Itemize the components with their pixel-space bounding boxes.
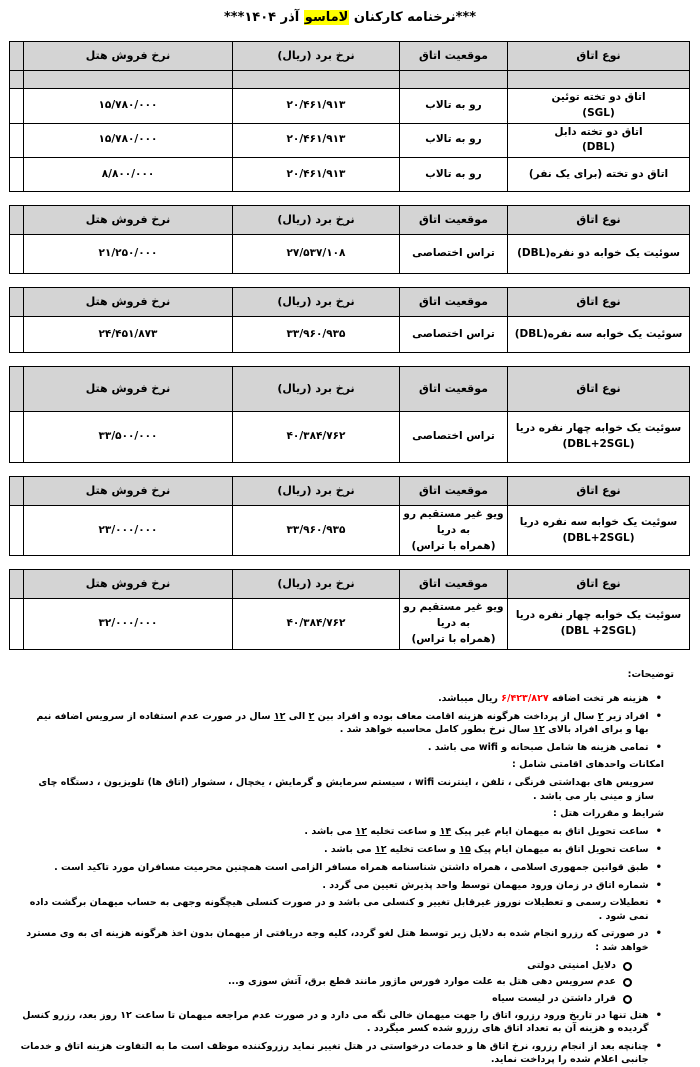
text-segment: ساعت تحویل اتاق به میهمان ایام غیر پیک bbox=[451, 826, 649, 838]
cell-line: سوئیت یک خوابه دو نفره(DBL) bbox=[517, 247, 680, 260]
column-header: نرخ برد (ریال) bbox=[233, 570, 400, 599]
board-rate-cell: ۳۳/۹۶۰/۹۳۵ bbox=[233, 317, 400, 353]
column-header: نوع اتاق bbox=[508, 570, 690, 599]
note-text bbox=[228, 975, 616, 988]
cell-line: سوئیت یک خوابه چهار نفره دریا bbox=[515, 422, 682, 435]
text-segment: ۱۲ bbox=[533, 723, 545, 735]
spacer-cell bbox=[24, 71, 233, 89]
note-item bbox=[20, 758, 664, 771]
narrow-header-cell bbox=[10, 570, 24, 599]
column-header: موقعیت اتاق bbox=[400, 206, 508, 235]
column-header: نرخ فروش هتل bbox=[24, 367, 233, 412]
cell-line: (DBL+2SGL) bbox=[562, 438, 635, 450]
bullet-icon: • bbox=[655, 692, 662, 704]
text-segment: آذر ۱۴۰۴*** bbox=[223, 10, 304, 25]
header-row bbox=[10, 477, 690, 506]
note-item bbox=[20, 825, 662, 838]
room-type-cell bbox=[508, 89, 690, 124]
column-header: موقعیت اتاق bbox=[400, 367, 508, 412]
room-location-cell bbox=[400, 317, 508, 353]
text-segment: ریال میباشد. bbox=[438, 692, 502, 704]
text-segment: سال از پرداخت هرگونه هزینه اقامت معاف بوده و افراد بین bbox=[314, 710, 598, 722]
column-header: نرخ برد (ریال) bbox=[233, 477, 400, 506]
text-segment: سال نرخ بطور کامل محاسبه خواهد شد . bbox=[339, 723, 534, 735]
note-item bbox=[20, 992, 632, 1005]
text-segment: شماره اتاق در زمان ورود میهمان توسط واحد پذیرش تعیین می گردد . bbox=[322, 879, 649, 891]
text-segment: تمامی هزینه ها شامل صبحانه و wifi می باشد . bbox=[427, 741, 649, 753]
bullet-icon: • bbox=[655, 1009, 662, 1021]
table-row bbox=[10, 599, 690, 649]
column-header: نرخ برد (ریال) bbox=[233, 206, 400, 235]
table-row bbox=[10, 317, 690, 353]
column-header: نوع اتاق bbox=[508, 42, 690, 71]
narrow-header-cell bbox=[10, 477, 24, 506]
board-rate-cell: ۲۰/۴۶۱/۹۱۳ bbox=[233, 158, 400, 192]
text-segment: ۲ bbox=[597, 710, 604, 722]
notes-section bbox=[20, 668, 680, 1067]
header-row bbox=[10, 367, 690, 412]
cell-line: اتاق دو تخته (برای یک نفر) bbox=[528, 167, 669, 180]
bullet-icon: • bbox=[655, 861, 662, 873]
note-text bbox=[20, 927, 649, 954]
cell-line: سوئیت یک خوابه سه نفره(DBL) bbox=[514, 327, 683, 340]
cell-line: تراس اختصاصی bbox=[412, 247, 495, 260]
hotel-rate-cell: ۱۵/۷۸۰/۰۰۰ bbox=[24, 89, 233, 124]
circle-bullet-icon bbox=[623, 962, 632, 971]
table-row bbox=[10, 123, 690, 158]
narrow-header-cell bbox=[10, 288, 24, 317]
note-text bbox=[20, 776, 654, 803]
text-segment: ۱۵ bbox=[459, 843, 471, 855]
cell-line: رو به تالاب bbox=[425, 98, 482, 111]
header-row bbox=[10, 42, 690, 71]
column-header: نرخ برد (ریال) bbox=[233, 288, 400, 317]
cell-line: (DBL +2SGL) bbox=[560, 624, 637, 637]
note-text bbox=[512, 758, 664, 771]
column-header: نرخ فروش هتل bbox=[24, 288, 233, 317]
note-item bbox=[20, 843, 662, 856]
column-header: نرخ فروش هتل bbox=[24, 42, 233, 71]
rate-table-4 bbox=[9, 366, 690, 463]
note-item bbox=[20, 741, 662, 754]
cell-line: رو به تالاب bbox=[425, 167, 482, 180]
note-item bbox=[20, 861, 662, 874]
column-header: موقعیت اتاق bbox=[400, 570, 508, 599]
room-type-cell bbox=[508, 412, 690, 463]
narrow-header-cell bbox=[10, 206, 24, 235]
rate-tables bbox=[10, 41, 690, 650]
cell-line: (DBL+2SGL) bbox=[562, 531, 635, 544]
text-segment: شرایط و مقررات هتل : bbox=[552, 808, 664, 820]
note-item bbox=[20, 807, 664, 820]
text-segment: ۱۲ bbox=[375, 843, 387, 855]
note-text bbox=[527, 959, 616, 972]
note-item bbox=[20, 959, 632, 972]
note-item bbox=[20, 927, 662, 954]
room-type-cell bbox=[508, 235, 690, 274]
cell-line: (همراه با تراس) bbox=[411, 539, 496, 552]
cell-line: رو به تالاب bbox=[425, 133, 482, 146]
note-text bbox=[324, 843, 649, 856]
notes-heading: توضیحات: bbox=[627, 668, 674, 680]
text-segment: عدم سرویس دهی هتل به علت موارد فورس ماژور مانند قطع برق، آتش سوزی و... bbox=[227, 976, 616, 988]
column-header: نرخ فروش هتل bbox=[24, 570, 233, 599]
spacer-cell bbox=[508, 71, 690, 89]
bullet-icon: • bbox=[655, 710, 662, 722]
board-rate-cell: ۲۰/۴۶۱/۹۱۳ bbox=[233, 89, 400, 124]
text-segment: قرار داشتن در لیست سیاه bbox=[492, 993, 616, 1005]
note-text bbox=[20, 896, 649, 923]
room-type-cell bbox=[508, 123, 690, 158]
board-rate-cell: ۳۳/۹۶۰/۹۳۵ bbox=[233, 506, 400, 556]
text-segment: طبق قوانین جمهوری اسلامی ، همراه داشتن شناسنامه همراه مسافر الزامی است همچنین محرمیت مسافران مورد تاکید است . bbox=[54, 861, 649, 873]
text-segment: ۱۴ bbox=[439, 826, 452, 838]
cell-line: اتاق دو تخته دابل bbox=[554, 125, 643, 138]
price-accent-text: ۶/۴۲۳/۸۲۷ bbox=[501, 692, 549, 704]
text-segment: امکانات واحدهای اقامتی شامل : bbox=[512, 759, 664, 771]
cell-line: (DBL) bbox=[581, 141, 616, 154]
cell-line: تراس اختصاصی bbox=[412, 327, 495, 340]
text-segment: ساعت تحویل اتاق به میهمان ایام پیک bbox=[470, 843, 649, 855]
rate-table-6 bbox=[9, 569, 690, 649]
spacer-cell bbox=[10, 71, 24, 89]
narrow-cell bbox=[10, 235, 24, 274]
text-segment: الی bbox=[285, 710, 309, 722]
narrow-cell bbox=[10, 599, 24, 649]
hotel-rate-cell: ۳۳/۵۰۰/۰۰۰ bbox=[24, 412, 233, 463]
column-header: نوع اتاق bbox=[508, 288, 690, 317]
bullet-icon: • bbox=[655, 741, 662, 753]
board-rate-cell: ۴۰/۳۸۴/۷۶۲ bbox=[233, 599, 400, 649]
note-item bbox=[20, 1009, 662, 1036]
narrow-header-cell bbox=[10, 42, 24, 71]
rate-table-3 bbox=[9, 287, 690, 353]
bullet-icon: • bbox=[655, 1041, 662, 1053]
header-row bbox=[10, 206, 690, 235]
room-location-cell bbox=[400, 506, 508, 556]
bullet-icon: • bbox=[655, 897, 662, 909]
text-segment: ۲ bbox=[308, 710, 315, 722]
note-text bbox=[438, 692, 649, 705]
highlighted-text: لاماسو bbox=[304, 10, 349, 25]
note-item bbox=[20, 776, 654, 803]
note-item bbox=[20, 710, 662, 737]
narrow-cell bbox=[10, 158, 24, 192]
note-text bbox=[428, 741, 649, 754]
board-rate-cell: ۲۰/۴۶۱/۹۱۳ bbox=[233, 123, 400, 158]
column-header: نوع اتاق bbox=[508, 206, 690, 235]
narrow-cell bbox=[10, 123, 24, 158]
circle-bullet-icon bbox=[623, 995, 632, 1004]
header-row bbox=[10, 288, 690, 317]
cell-line: تراس اختصاصی bbox=[412, 430, 495, 443]
text-segment: ***نرخنامه کارکنان bbox=[349, 10, 477, 25]
note-text bbox=[20, 1040, 649, 1067]
text-segment: دلایل امنیتی دولتی bbox=[527, 959, 616, 971]
room-location-cell bbox=[400, 235, 508, 274]
room-type-cell bbox=[508, 158, 690, 192]
hotel-rate-cell: ۲۳/۰۰۰/۰۰۰ bbox=[24, 506, 233, 556]
room-type-cell bbox=[508, 317, 690, 353]
note-text bbox=[20, 710, 649, 737]
narrow-cell bbox=[10, 506, 24, 556]
text-segment: تعطیلات رسمی و تعطیلات نوروز غیرقابل تغییر و کنسلی می باشد و در صورت کنسلی هیچگونه وجهی به حساب میهمان برگشت داده نمی شود . bbox=[29, 897, 649, 922]
hotel-rate-cell: ۸/۸۰۰/۰۰۰ bbox=[24, 158, 233, 192]
text-segment: هتل تنها در تاریخ ورود رزرو، اتاق را جهت میهمان خالی نگه می دارد و در صورت عدم مراجعه میهمان تا ساعت ۱۲ روز بعد، رزرو کنسل گردیده و هزینه آن به تعداد اتاق های رزرو شده کسر میگردد . bbox=[22, 1009, 649, 1035]
cell-line: ویو غیر مستقیم رو به دریا bbox=[403, 508, 504, 536]
cell-line: ویو غیر مستقیم رو به دریا bbox=[403, 601, 504, 629]
column-header: موقعیت اتاق bbox=[400, 477, 508, 506]
text-segment: و ساعت تخلیه bbox=[367, 826, 440, 838]
text-segment: و ساعت تخلیه bbox=[386, 843, 460, 855]
board-rate-cell: ۴۰/۳۸۴/۷۶۲ bbox=[233, 412, 400, 463]
spacer-cell bbox=[233, 71, 400, 89]
note-item bbox=[20, 975, 632, 988]
bullet-icon: • bbox=[655, 879, 662, 891]
hotel-rate-cell: ۲۱/۲۵۰/۰۰۰ bbox=[24, 235, 233, 274]
note-text bbox=[322, 879, 648, 892]
table-row bbox=[10, 506, 690, 556]
narrow-cell bbox=[10, 317, 24, 353]
table-row bbox=[10, 235, 690, 274]
note-item bbox=[20, 1040, 662, 1067]
column-header: نوع اتاق bbox=[508, 477, 690, 506]
narrow-cell bbox=[10, 412, 24, 463]
text-segment: ۱۲ bbox=[273, 710, 286, 722]
rate-table-5 bbox=[9, 476, 690, 556]
note-text bbox=[54, 861, 649, 874]
note-item bbox=[20, 879, 662, 892]
hotel-rate-cell: ۲۴/۴۵۱/۸۷۳ bbox=[24, 317, 233, 353]
note-text bbox=[553, 807, 664, 820]
text-segment: می باشد . bbox=[324, 843, 375, 855]
note-text bbox=[20, 1009, 649, 1036]
board-rate-cell: ۲۷/۵۳۷/۱۰۸ bbox=[233, 235, 400, 274]
cell-line: سوئیت یک خوابه چهار نفره دریا bbox=[515, 609, 682, 622]
note-item bbox=[20, 692, 662, 705]
column-header: موقعیت اتاق bbox=[400, 42, 508, 71]
bullet-icon: • bbox=[655, 928, 662, 940]
room-location-cell bbox=[400, 599, 508, 649]
text-segment: در صورتی که رزرو انجام شده به دلایل زیر توسط هتل لغو گردد، کلیه وجه دریافتی از میهمان بدون اخذ هرگونه هزینه ای به وی مسترد خواهد شد : bbox=[26, 928, 649, 953]
hotel-rate-cell: ۳۲/۰۰۰/۰۰۰ bbox=[24, 599, 233, 649]
table-row bbox=[10, 412, 690, 463]
text-segment: چنانچه بعد از انجام رزرو، نرخ اتاق ها و خدمات درخواستی در هتل تغییر نماید رزروکننده موظف است ما به التفاوت هزینه اتاق و خدمات جانبی اعلام شده را پرداخت نماید. bbox=[20, 1041, 649, 1066]
cell-line: سوئیت یک خوابه سه نفره دریا bbox=[519, 515, 678, 528]
text-segment: افراد زیر bbox=[603, 710, 649, 722]
column-header: نرخ فروش هتل bbox=[24, 477, 233, 506]
text-segment: سال در صورت عدم استفاده از سرویس اضافه نیم بها و برای افراد بالای bbox=[36, 710, 649, 735]
text-segment: سرویس های بهداشتی فرنگی ، تلفن ، اینترنت wifi ، سیستم سرمایش و گرمایش ، یخچال ، سشوار (اتاق ها) تلویزیون ، دستگاه چای ساز و مینی بار می باشد . bbox=[38, 777, 654, 802]
narrow-cell bbox=[10, 89, 24, 124]
column-header: نرخ فروش هتل bbox=[24, 206, 233, 235]
hotel-rate-cell: ۱۵/۷۸۰/۰۰۰ bbox=[24, 123, 233, 158]
room-location-cell bbox=[400, 123, 508, 158]
column-header: نرخ برد (ریال) bbox=[233, 367, 400, 412]
table-row bbox=[10, 89, 690, 124]
notes-list bbox=[20, 692, 680, 1067]
room-location-cell bbox=[400, 158, 508, 192]
column-header: نوع اتاق bbox=[508, 367, 690, 412]
page-title bbox=[10, 10, 690, 25]
spacer-cell bbox=[400, 71, 508, 89]
rate-table-2 bbox=[9, 205, 690, 274]
room-location-cell bbox=[400, 412, 508, 463]
bullet-icon: • bbox=[655, 843, 662, 855]
text-segment: ۱۲ bbox=[355, 826, 368, 838]
room-type-cell bbox=[508, 506, 690, 556]
cell-line: (SGL) bbox=[582, 106, 615, 119]
text-segment: هزینه هر تخت اضافه bbox=[548, 692, 649, 704]
column-header: موقعیت اتاق bbox=[400, 288, 508, 317]
header-row bbox=[10, 570, 690, 599]
note-text bbox=[492, 992, 616, 1005]
room-type-cell bbox=[508, 599, 690, 649]
text-segment: می باشد . bbox=[304, 826, 356, 838]
table-row bbox=[10, 158, 690, 192]
spacer-row bbox=[10, 71, 690, 89]
cell-line: اتاق دو تخته توئین bbox=[551, 91, 646, 103]
note-text bbox=[304, 825, 648, 838]
rate-table-1 bbox=[9, 41, 690, 192]
bullet-icon: • bbox=[655, 826, 662, 838]
room-location-cell bbox=[400, 89, 508, 124]
circle-bullet-icon bbox=[623, 978, 632, 987]
note-item bbox=[20, 896, 662, 923]
column-header: نرخ برد (ریال) bbox=[233, 42, 400, 71]
cell-line: (همراه با تراس) bbox=[411, 632, 496, 645]
narrow-header-cell bbox=[10, 367, 24, 412]
